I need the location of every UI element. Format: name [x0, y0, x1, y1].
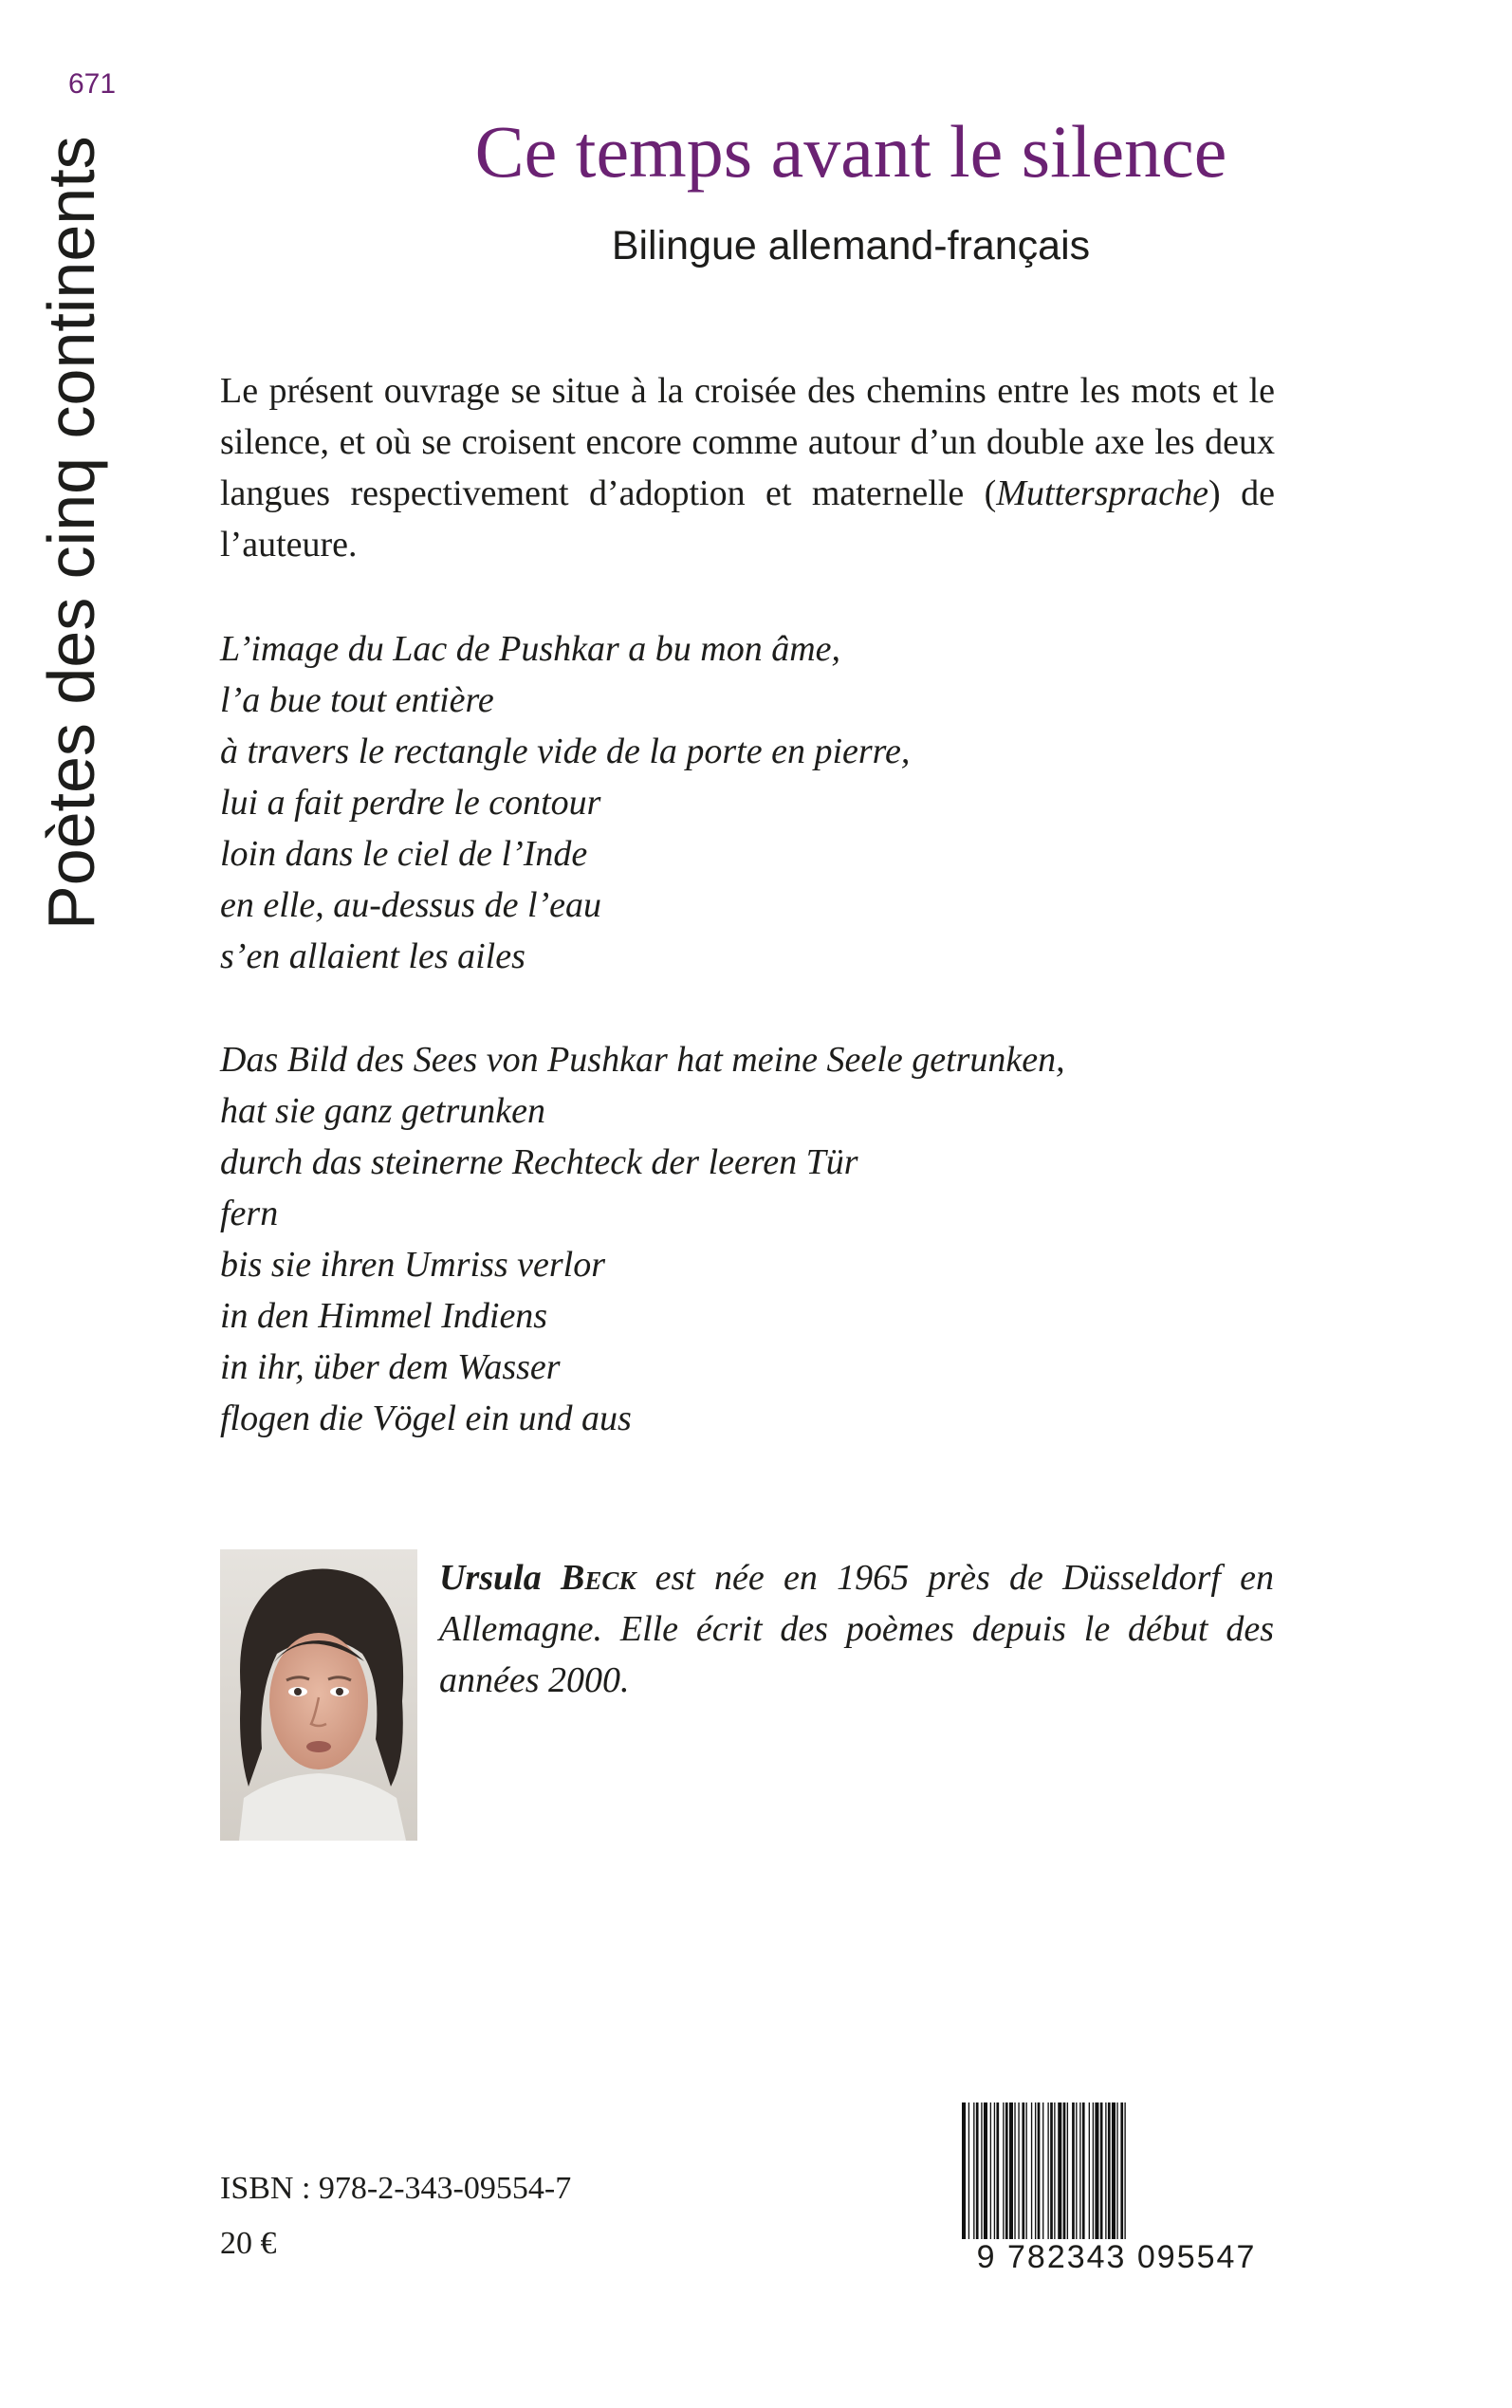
barcode-bar	[981, 2102, 982, 2245]
barcode-bar	[1082, 2102, 1085, 2245]
blurb-italic-word: Muttersprache	[996, 473, 1209, 513]
author-name	[439, 1558, 636, 1598]
author-bio-text: est née en 1965 près de Düsseldorf en Allemagne. Elle écrit des poèmes depuis le début des années 2000.	[439, 1558, 1275, 1700]
book-subtitle: Bilingue allemand-français	[611, 223, 1091, 269]
series-name: Poètes des cinq continents	[34, 136, 108, 930]
barcode-bar	[1047, 2102, 1048, 2245]
barcode-bar	[1018, 2102, 1019, 2245]
poem-line: flogen die Vögel ein und aus	[220, 1398, 632, 1438]
author-bio	[439, 1552, 1274, 1706]
barcode-bar	[1072, 2102, 1075, 2245]
barcode-bar	[1067, 2102, 1068, 2245]
barcode-bar	[976, 2102, 979, 2245]
poem-line: bis sie ihren Umriss verlor	[220, 1245, 606, 1285]
poem-line: in ihr, über dem Wasser	[220, 1347, 561, 1387]
barcode-bar	[1058, 2102, 1061, 2245]
barcode-bar	[1063, 2102, 1066, 2245]
barcode-bar	[1108, 2102, 1111, 2245]
poem-line: lui a fait perdre le contour	[220, 783, 601, 823]
barcode-bar	[1093, 2102, 1094, 2245]
barcode-bar	[1003, 2102, 1004, 2245]
barcode-bar	[1095, 2102, 1098, 2245]
series-number: 671	[68, 68, 117, 100]
isbn: ISBN : 978-2-343-09554-7	[220, 2171, 572, 2206]
barcode-bar	[1014, 2102, 1015, 2245]
poem-line: à travers le rectangle vide de la porte en pierre,	[220, 732, 911, 771]
barcode-bar	[1042, 2102, 1043, 2245]
barcode-bar	[1100, 2102, 1103, 2245]
barcode-bar	[994, 2102, 995, 2245]
poem-line: l’a bue tout entière	[220, 680, 494, 720]
barcode-digits: 9 782343 095547	[960, 2239, 1273, 2276]
poem-line: en elle, au-dessus de l’eau	[220, 885, 602, 925]
author-photo	[220, 1549, 417, 1841]
barcode-bar	[1035, 2102, 1036, 2245]
barcode-bar	[1005, 2102, 1008, 2245]
poem-french	[220, 623, 1311, 982]
price: 20 €	[220, 2226, 277, 2261]
poem-line: durch das steinerne Rechteck der leeren Tür	[220, 1142, 858, 1182]
barcode-bar	[1009, 2102, 1013, 2245]
barcode-bar	[1026, 2102, 1027, 2245]
barcode-bar	[1054, 2102, 1055, 2245]
barcode-bar	[990, 2102, 991, 2245]
poem-line: fern	[220, 1194, 279, 1233]
poem-line: L’image du Lac de Pushkar a bu mon âme,	[220, 629, 841, 669]
blurb-paragraph	[220, 365, 1275, 570]
barcode-bar	[1050, 2102, 1053, 2245]
poem-line: Das Bild des Sees von Pushkar hat meine Seele getrunken,	[220, 1040, 1065, 1080]
barcode-bar	[1022, 2102, 1024, 2245]
author-first-name: Ursula	[439, 1558, 542, 1598]
barcode-bar	[996, 2102, 999, 2245]
poem-line: hat sie ganz getrunken	[220, 1091, 546, 1131]
barcode-bar	[973, 2102, 974, 2245]
barcode-bar	[1038, 2102, 1041, 2245]
barcode-bar	[968, 2102, 969, 2245]
barcode-bar	[1124, 2102, 1125, 2245]
barcode-bar	[1089, 2102, 1090, 2245]
poem-german	[220, 1034, 1311, 1444]
barcode-bar	[962, 2102, 966, 2245]
barcode-bar	[1076, 2102, 1077, 2245]
barcode-bar	[1079, 2102, 1080, 2245]
barcode-bar	[1120, 2102, 1123, 2245]
blurb-text-end: ) de l’auteure.	[220, 473, 1275, 565]
author-last-name: Beck	[560, 1558, 636, 1598]
blurb-text-start: Le présent ouvrage se situe à la croisée des chemins entre les mots et le silence, et où se croisent encore comme autour d’un double axe les deux langues respectivement d’adoption et maternelle (	[220, 371, 1275, 513]
barcode-bar	[1105, 2102, 1106, 2245]
barcode-bar	[984, 2102, 987, 2245]
poem-line: loin dans le ciel de l’Inde	[220, 834, 588, 874]
poem-line: s’en allaient les ailes	[220, 936, 526, 976]
book-title: Ce temps avant le silence	[474, 110, 1227, 193]
poem-line: in den Himmel Indiens	[220, 1296, 548, 1336]
barcode-bar	[1112, 2102, 1116, 2245]
barcode-bar	[1116, 2102, 1117, 2245]
barcode-bar	[1031, 2102, 1032, 2245]
